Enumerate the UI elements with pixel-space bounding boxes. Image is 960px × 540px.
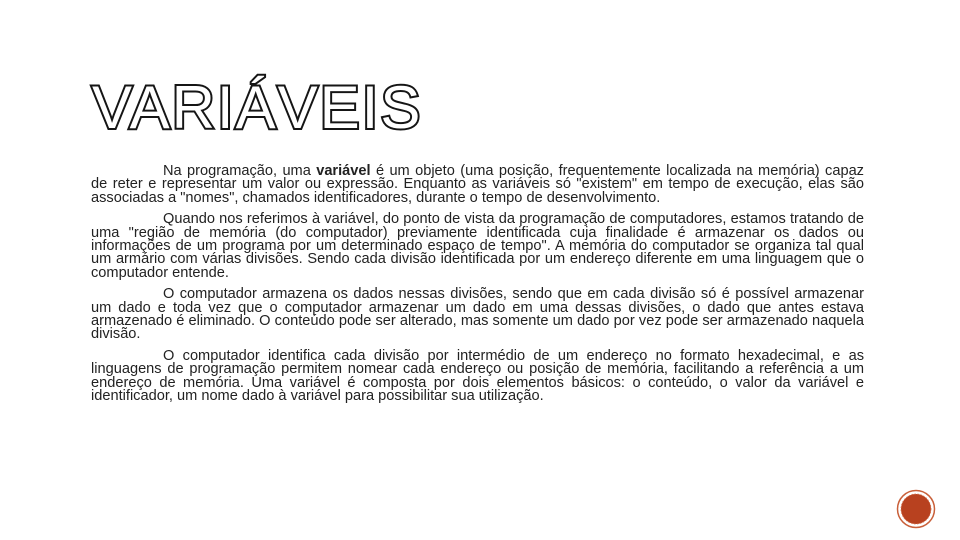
paragraph-1-bold-term: variável [316,163,371,179]
slide-body [91,165,864,412]
paragraph-1-before: Na programação, uma [163,163,317,179]
paragraph-3: O computador armazena os dados nessas divisões, sendo que em cada divisão só é possível armazenar um dado e toda vez que o computador armazenar um dado em uma dessas divisões, o dado que antes estava armazenado é eliminado. O conteúdo pode ser alterado, mas somente um dado por vez pode ser armazenado naquela divisão. [91,286,864,343]
slide-title: VARIÁVEIS [92,74,423,141]
paragraph-1-after: é um objeto (uma posição, frequentemente localizada na memória) capaz de reter e representar um valor ou expressão. Enquanto as variáveis só "existem" em tempo de execução, elas são associadas a "nomes", chamados identificadores, durante o tempo de desenvolvimento. [91,163,864,206]
paragraph-4: O computador identifica cada divisão por intermédio de um endereço no formato hexadecimal, e as linguagens de programação permitem nomear cada endereço ou posição de memória, facilitando a referência a um endereço de memória. Uma variável é composta por dois elementos básicos: o conteúdo, o valor da variável e identificador, um nome dado à variável para possibilitar sua utilização. [91,347,864,405]
paragraph-1 [91,165,864,205]
slide-number-badge-icon [896,489,936,529]
paragraph-2: Quando nos referimos à variável, do ponto de vista da programação de computadores, estamos tratando de uma "região de memória (do computador) previamente identificada cuja finalidade é armazenar os dados ou informações de um programa por um determinado espaço de tempo". A memória do computador se organiza tal qual um armário com várias divisões. Sendo cada divisão identificada por um endereço diferente em uma linguagem que o computador entende. [91,211,864,281]
